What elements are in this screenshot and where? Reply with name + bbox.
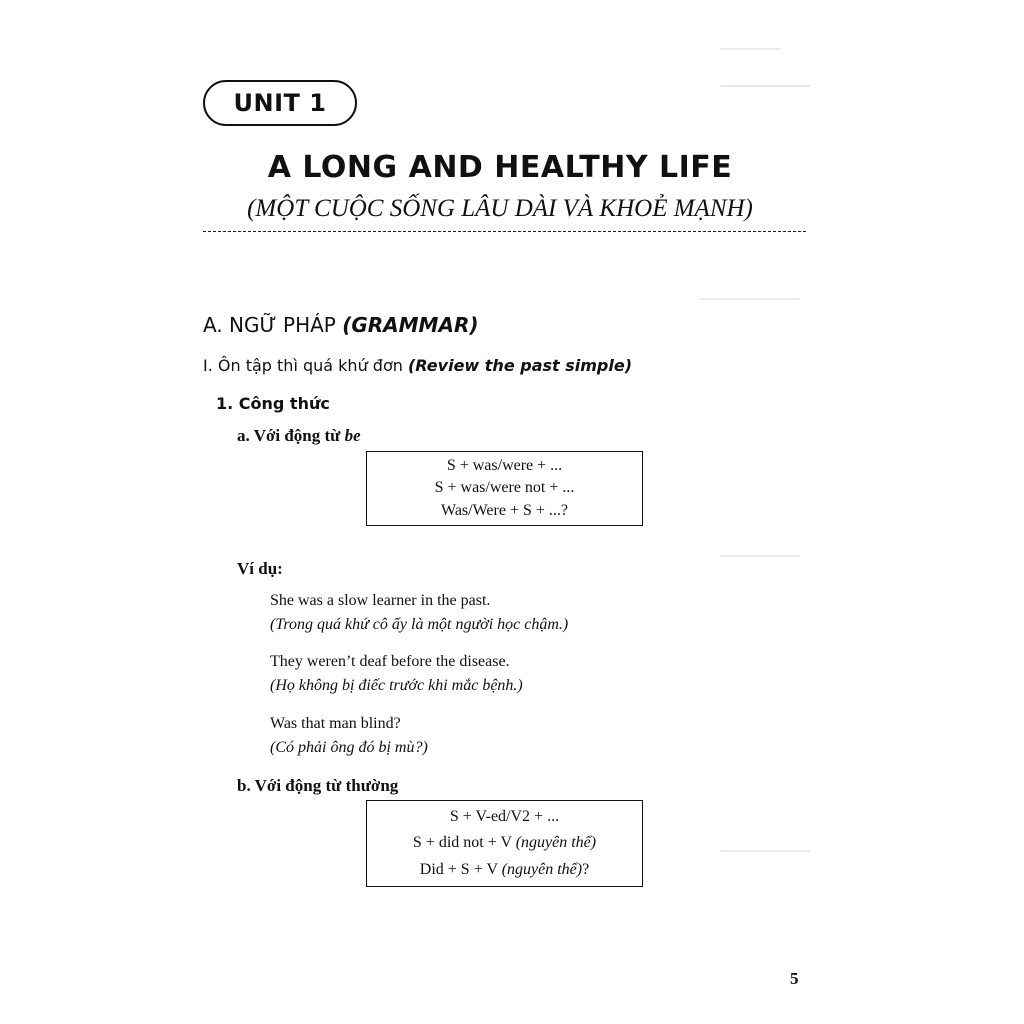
formula-line: [420, 861, 589, 879]
formula-text: Did + S + V: [419, 860, 502, 878]
bleed-through-mark: [720, 555, 800, 557]
examples-label: Ví dụ:: [237, 559, 283, 578]
unit-label: UNIT 1: [203, 80, 357, 126]
example-translation: (Họ không bị điếc trước khi mắc bệnh.): [270, 677, 523, 694]
formula-line: [413, 834, 596, 852]
formula-line: S + V-ed/V2 + ...: [449, 808, 560, 826]
formula-box-regular-verb: [366, 800, 643, 887]
section-heading-english: (GRAMMAR): [342, 313, 479, 337]
formula-line: S + was/were + ...: [446, 457, 563, 475]
item-heading-regular-verb: b. Với động từ thường: [237, 776, 399, 795]
bleed-through-mark: [720, 850, 810, 852]
example-item: [270, 712, 428, 760]
subsection-heading-english: (Review the past simple): [407, 356, 633, 375]
item-heading-emphasis: be: [344, 426, 361, 445]
page-number: 5: [790, 969, 799, 988]
example-translation: (Có phải ông đó bị mù?): [270, 739, 428, 756]
item-heading-text: a. Với động từ: [237, 426, 345, 445]
bleed-through-mark: [720, 85, 810, 87]
subsection-heading: [203, 356, 632, 375]
item-heading-verb-be: [237, 426, 361, 446]
bleed-through-mark: [720, 48, 780, 50]
formula-text: S + did not + V: [412, 834, 516, 852]
example-item: [270, 589, 568, 637]
page-title: A LONG AND HEALTHY LIFE: [267, 150, 733, 185]
example-translation: (Trong quá khứ cô ấy là một người học chậm.): [270, 616, 569, 633]
subsection-heading-text: I. Ôn tập thì quá khứ đơn: [203, 356, 408, 375]
section-heading-grammar: [203, 313, 478, 337]
bleed-through-mark: [700, 298, 800, 300]
example-english: They weren’t deaf before the disease.: [270, 653, 510, 670]
page-subtitle: (MỘT CUỘC SỐNG LÂU DÀI VÀ KHOẺ MẠNH): [247, 195, 753, 222]
formula-note: (nguyên thể): [515, 834, 597, 852]
example-english: Was that man blind?: [270, 715, 401, 732]
formula-text: ?: [582, 860, 590, 878]
example-item: [270, 650, 523, 698]
example-english: She was a slow learner in the past.: [270, 592, 491, 609]
formula-line: Was/Were + S + ...?: [441, 501, 568, 519]
item-heading-formula: 1. Công thức: [216, 394, 330, 413]
formula-box-be: [366, 451, 643, 526]
dashed-divider: [203, 231, 806, 232]
section-heading-text: A. NGỮ PHÁP: [203, 313, 343, 337]
formula-note: (nguyên thể): [501, 860, 583, 878]
formula-line: S + was/were not + ...: [434, 479, 575, 497]
